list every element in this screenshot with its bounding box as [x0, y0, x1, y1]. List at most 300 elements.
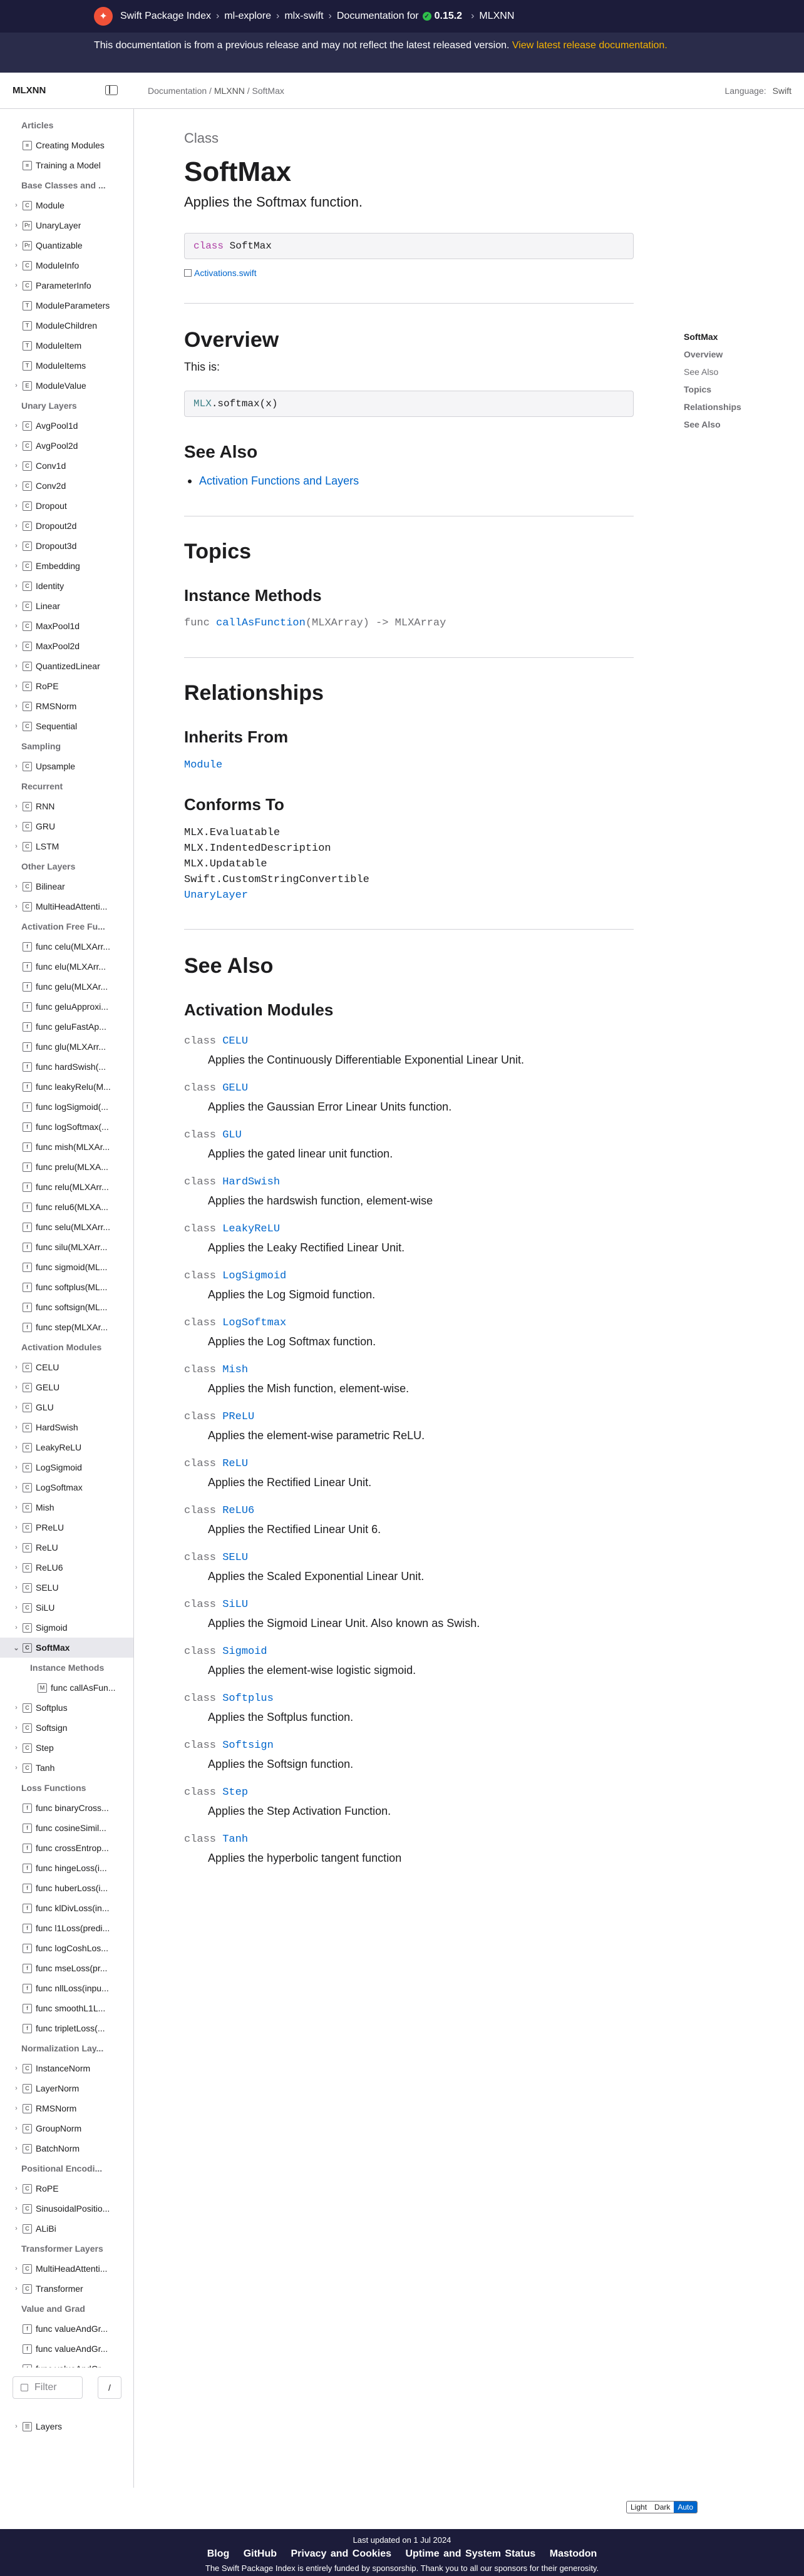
- sidebar-item-label: RNN: [36, 801, 55, 811]
- site-name-link[interactable]: Swift Package Index: [120, 11, 211, 21]
- sidebar-item[interactable]: [0, 1037, 133, 1057]
- sidebar-item[interactable]: [0, 416, 133, 436]
- chevron-right-icon[interactable]: ›: [15, 1744, 18, 1752]
- chevron-right-icon[interactable]: ›: [15, 1504, 18, 1511]
- class-icon: C: [23, 521, 32, 531]
- class-icon: C: [23, 1383, 32, 1392]
- module-link[interactable]: Softsign: [222, 1740, 274, 1752]
- appearance-auto[interactable]: Auto: [674, 2502, 697, 2513]
- sidebar-item-label: Linear: [36, 601, 60, 611]
- sidebar-item[interactable]: [0, 1377, 133, 1397]
- module-link[interactable]: ReLU6: [222, 1505, 255, 1517]
- sidebar-item[interactable]: [0, 576, 133, 596]
- sidebar-item-label: RoPE: [36, 681, 59, 691]
- module-signature: [184, 1317, 634, 1329]
- function-icon: f: [23, 1243, 32, 1252]
- sidebar-item[interactable]: [0, 977, 133, 997]
- sidebar-item[interactable]: [0, 295, 133, 316]
- chevron-right-icon[interactable]: ›: [15, 1564, 18, 1571]
- breadcrumb-owner[interactable]: ml-explore: [224, 11, 271, 21]
- chevron-right-icon[interactable]: ›: [15, 2285, 18, 2292]
- chevron-right-icon[interactable]: ›: [15, 262, 18, 269]
- toc-topics[interactable]: Topics: [684, 384, 712, 394]
- chevron-right-icon[interactable]: ›: [15, 642, 18, 650]
- sidebar-item[interactable]: [0, 2118, 133, 2138]
- class-keyword: class: [184, 1599, 217, 1611]
- sidebar-item[interactable]: [0, 1237, 133, 1257]
- sidebar-group-heading: Articles: [21, 120, 54, 130]
- sidebar-item[interactable]: [0, 135, 133, 155]
- module-link[interactable]: PReLU: [222, 1411, 255, 1423]
- chevron-right-icon[interactable]: ›: [15, 242, 18, 249]
- class-icon: C: [23, 2104, 32, 2113]
- sidebar-item-label: Bilinear: [36, 881, 65, 891]
- chevron-right-icon[interactable]: ›: [15, 482, 18, 490]
- sidebar-item[interactable]: [0, 516, 133, 536]
- class-icon: C: [23, 1423, 32, 1432]
- module-link[interactable]: ReLU: [222, 1458, 249, 1470]
- function-icon: f: [23, 982, 32, 992]
- function-icon: f: [23, 1263, 32, 1272]
- sidebar-item[interactable]: [0, 2178, 133, 2199]
- chevron-right-icon[interactable]: ›: [15, 202, 18, 209]
- toc-current[interactable]: SoftMax: [684, 332, 718, 342]
- chevron-right-icon[interactable]: ›: [15, 382, 18, 389]
- function-icon: f: [23, 1203, 32, 1212]
- func-keyword: func: [184, 617, 210, 629]
- activation-module-entry: [184, 1035, 634, 1067]
- inherits-module-link[interactable]: Module: [184, 759, 223, 771]
- chevron-right-icon[interactable]: ›: [15, 1604, 18, 1611]
- chevron-right-icon[interactable]: ›: [15, 1424, 18, 1431]
- sidebar-item-label: Upsample: [36, 761, 76, 771]
- filter-input[interactable]: [13, 2376, 83, 2399]
- sidebar-toggle-icon[interactable]: [105, 85, 118, 95]
- module-link[interactable]: SELU: [222, 1552, 249, 1564]
- chevron-right-icon[interactable]: ›: [15, 2205, 18, 2212]
- chevron-right-icon[interactable]: ›: [15, 502, 18, 510]
- chevron-right-icon[interactable]: ›: [15, 1444, 18, 1451]
- sidebar-item[interactable]: [0, 1718, 133, 1738]
- breadcrumb-mlxnn[interactable]: MLXNN: [214, 85, 245, 96]
- sidebar-item[interactable]: [0, 1097, 133, 1117]
- sidebar-item-label: Transformer: [36, 2284, 83, 2294]
- class-icon: C: [23, 2264, 32, 2274]
- sidebar: [0, 109, 134, 2488]
- sidebar-item[interactable]: [0, 1858, 133, 1878]
- chevron-right-icon[interactable]: ›: [15, 662, 18, 670]
- version-number: 0.15.2: [434, 11, 463, 21]
- sidebar-item[interactable]: [0, 1477, 133, 1497]
- module-description: Applies the hyperbolic tangent function: [208, 1852, 402, 1864]
- toc-relationships[interactable]: Relationships: [684, 402, 741, 412]
- sidebar-item[interactable]: [0, 356, 133, 376]
- sidebar-item-label: func softplus(ML...: [36, 1282, 108, 1292]
- chevron-right-icon[interactable]: ›: [15, 1724, 18, 1732]
- chevron-right-icon[interactable]: ›: [15, 2125, 18, 2132]
- footer-link-github[interactable]: GitHub: [243, 2548, 277, 2559]
- sidebar-item[interactable]: [0, 536, 133, 556]
- class-icon: C: [23, 441, 32, 451]
- sidebar-item-label: SinusoidalPositio...: [36, 2204, 110, 2214]
- breadcrumb-documentation[interactable]: Documentation: [148, 85, 207, 96]
- sidebar-item[interactable]: [0, 456, 133, 476]
- sidebar-item[interactable]: [0, 636, 133, 656]
- sidebar-item-label: ModuleChildren: [36, 321, 98, 331]
- module-link[interactable]: LeakyReLU: [222, 1223, 281, 1235]
- sidebar-item[interactable]: [0, 1598, 133, 1618]
- chevron-right-icon[interactable]: ›: [15, 542, 18, 550]
- class-icon: C: [23, 602, 32, 611]
- chevron-right-icon[interactable]: ›: [15, 442, 18, 449]
- sidebar-item[interactable]: [0, 2138, 133, 2158]
- class-icon: C: [23, 1523, 32, 1532]
- sidebar-item-label: InstanceNorm: [36, 2063, 91, 2073]
- class-icon: C: [23, 1723, 32, 1733]
- sidebar-item[interactable]: [0, 596, 133, 616]
- chevron-right-icon[interactable]: ›: [15, 1484, 18, 1491]
- method-signature[interactable]: [184, 617, 446, 629]
- chevron-right-icon[interactable]: ›: [15, 602, 18, 610]
- sidebar-item[interactable]: [0, 1738, 133, 1758]
- chevron-right-icon[interactable]: ›: [15, 522, 18, 530]
- chevron-right-icon[interactable]: ›: [15, 1704, 18, 1711]
- class-icon: C: [23, 2064, 32, 2073]
- function-icon: f: [23, 1824, 32, 1833]
- sidebar-item-label: func prelu(MLXA...: [36, 1162, 108, 1172]
- class-icon: C: [23, 1403, 32, 1412]
- sidebar-item[interactable]: [0, 997, 133, 1017]
- sidebar-item[interactable]: [0, 1017, 133, 1037]
- class-keyword: class: [184, 1082, 217, 1094]
- chevron-right-icon[interactable]: ›: [15, 682, 18, 690]
- sidebar-item[interactable]: [0, 1197, 133, 1217]
- sidebar-item[interactable]: [0, 716, 133, 736]
- sidebar-item[interactable]: [0, 676, 133, 696]
- sidebar-item[interactable]: [0, 1397, 133, 1417]
- class-keyword: class: [184, 1552, 217, 1564]
- appearance-dark[interactable]: Dark: [654, 2503, 671, 2512]
- toc-overview[interactable]: Overview: [684, 349, 723, 359]
- unary-layer-link[interactable]: UnaryLayer: [184, 890, 249, 901]
- footer-links: [0, 2548, 804, 2560]
- notice-text: This documentation is from a previous release and may not reflect the latest released version.: [94, 40, 510, 51]
- article-icon: ≡: [23, 141, 32, 150]
- sidebar-item[interactable]: [0, 1838, 133, 1858]
- sidebar-item[interactable]: [0, 1217, 133, 1237]
- chevron-right-icon[interactable]: ›: [15, 702, 18, 710]
- sidebar-item[interactable]: [0, 1758, 133, 1778]
- sidebar-item[interactable]: [0, 195, 133, 215]
- sidebar-item[interactable]: [0, 2319, 133, 2339]
- sidebar-item[interactable]: [0, 1317, 133, 1337]
- sidebar-item[interactable]: [0, 155, 133, 175]
- sidebar-item[interactable]: [0, 2018, 133, 2038]
- sidebar-item[interactable]: [0, 1537, 133, 1557]
- chevron-right-icon[interactable]: ›: [15, 1584, 18, 1591]
- sidebar-item[interactable]: [0, 215, 133, 235]
- sidebar-item[interactable]: [0, 1417, 133, 1437]
- language-value[interactable]: Swift: [772, 85, 791, 96]
- sidebar-item-label: func valueAndGr...: [36, 2324, 108, 2334]
- module-link[interactable]: GELU: [222, 1082, 249, 1094]
- sidebar-item[interactable]: [0, 656, 133, 676]
- sidebar-item[interactable]: [0, 1137, 133, 1157]
- sidebar-item-label: HardSwish: [36, 1422, 78, 1432]
- module-signature: [184, 1176, 634, 1188]
- swift-package-index-logo[interactable]: ✦: [94, 7, 113, 26]
- sidebar-item-active[interactable]: [0, 1638, 133, 1658]
- sidebar-item[interactable]: [0, 936, 133, 957]
- chevron-right-icon[interactable]: ›: [15, 883, 18, 890]
- source-file-link[interactable]: [184, 268, 257, 278]
- chevron-right-icon[interactable]: ›: [15, 2423, 18, 2430]
- chevron-right-icon[interactable]: ›: [15, 2105, 18, 2112]
- sidebar-item[interactable]: [0, 1578, 133, 1598]
- sidebar-item[interactable]: [0, 957, 133, 977]
- sidebar-item[interactable]: [0, 796, 133, 816]
- sidebar-item[interactable]: [0, 2098, 133, 2118]
- sidebar-item-label: Dropout: [36, 501, 67, 511]
- module-signature: [184, 1599, 634, 1611]
- sidebar-item[interactable]: [0, 1878, 133, 1898]
- sidebar-item[interactable]: [0, 1958, 133, 1978]
- module-link[interactable]: CELU: [222, 1035, 249, 1047]
- chevron-right-icon[interactable]: ›: [15, 843, 18, 850]
- sidebar-item-label: MultiHeadAttenti...: [36, 2264, 108, 2274]
- module-signature: [184, 1270, 634, 1282]
- sidebar-item-label: BatchNorm: [36, 2143, 80, 2153]
- chevron-right-icon[interactable]: ›: [15, 1464, 18, 1471]
- sidebar-item[interactable]: [0, 1818, 133, 1838]
- function-icon: f: [23, 1183, 32, 1192]
- function-icon: f: [23, 1082, 32, 1092]
- chevron-down-icon[interactable]: ⌄: [13, 1644, 19, 1652]
- sidebar-item-label: func logSigmoid(...: [36, 1102, 108, 1112]
- footer-link-blog[interactable]: Blog: [207, 2548, 230, 2559]
- chevron-right-icon[interactable]: ›: [15, 2145, 18, 2152]
- chevron-right-icon[interactable]: ›: [15, 2065, 18, 2072]
- sidebar-item[interactable]: [0, 1297, 133, 1317]
- sidebar-item[interactable]: [0, 876, 133, 896]
- sidebar-item[interactable]: [0, 1517, 133, 1537]
- chevron-right-icon[interactable]: ›: [15, 823, 18, 830]
- chevron-right-icon[interactable]: ›: [15, 562, 18, 570]
- sidebar-item[interactable]: [0, 2058, 133, 2078]
- module-link[interactable]: HardSwish: [222, 1176, 281, 1188]
- language-switcher[interactable]: [724, 86, 791, 96]
- class-icon: C: [23, 1643, 32, 1653]
- chevron-right-icon[interactable]: ›: [15, 2225, 18, 2232]
- sidebar-item[interactable]: [0, 2078, 133, 2098]
- sidebar-item-label: SELU: [36, 1583, 59, 1593]
- sidebar-item[interactable]: [0, 436, 133, 456]
- sidebar-item[interactable]: [0, 1998, 133, 2018]
- source-file-name[interactable]: Activations.swift: [194, 268, 257, 278]
- sidebar-item[interactable]: [0, 496, 133, 516]
- chevron-right-icon[interactable]: ›: [15, 1403, 18, 1411]
- sidebar-item[interactable]: [0, 1157, 133, 1177]
- toc-see-also[interactable]: See Also: [684, 367, 719, 377]
- sidebar-item[interactable]: [0, 1557, 133, 1578]
- sidebar-item-label: MultiHeadAttenti...: [36, 901, 108, 911]
- module-link[interactable]: SiLU: [222, 1599, 249, 1611]
- activation-module-entry: [184, 1505, 634, 1536]
- module-description: Applies the gated linear unit function.: [208, 1147, 393, 1160]
- chevron-right-icon[interactable]: ›: [15, 803, 18, 810]
- appearance-light[interactable]: Light: [631, 2503, 647, 2512]
- footer-link-status[interactable]: Uptime and System Status: [405, 2548, 536, 2559]
- module-brand[interactable]: MLXNN: [13, 85, 46, 96]
- sidebar-item[interactable]: [0, 2219, 133, 2239]
- sidebar-item[interactable]: [0, 2279, 133, 2299]
- sidebar-item-label: LeakyReLU: [36, 1442, 82, 1452]
- activation-module-entry: [184, 1834, 634, 1865]
- sidebar-item[interactable]: [0, 816, 133, 836]
- sidebar-item[interactable]: [0, 1437, 133, 1457]
- module-description: Applies the Mish function, element-wise.: [208, 1382, 410, 1395]
- toc-see-also-2[interactable]: See Also: [684, 419, 721, 429]
- chevron-right-icon[interactable]: ›: [15, 722, 18, 730]
- declaration-name: SoftMax: [229, 240, 272, 252]
- module-link[interactable]: Softplus: [222, 1693, 274, 1705]
- function-icon: f: [23, 1022, 32, 1032]
- sidebar-item[interactable]: [0, 1257, 133, 1277]
- class-icon: C: [23, 902, 32, 911]
- module-link[interactable]: Step: [222, 1787, 249, 1799]
- sidebar-item[interactable]: [0, 376, 133, 396]
- sidebar-item[interactable]: [0, 616, 133, 636]
- sidebar-item-label: func mish(MLXAr...: [36, 1142, 110, 1152]
- sidebar-item-label: func smoothL1L...: [36, 2003, 106, 2013]
- chevron-right-icon[interactable]: ›: [15, 903, 18, 910]
- sidebar-item[interactable]: [0, 1678, 133, 1698]
- sidebar-item[interactable]: [0, 1077, 133, 1097]
- relationships-heading: Relationships: [184, 681, 324, 705]
- sidebar-item-label: func softsign(ML...: [36, 1302, 108, 1312]
- sidebar-item[interactable]: [0, 1177, 133, 1197]
- sidebar-item-label: func cosineSimil...: [36, 1823, 106, 1833]
- chevron-right-icon[interactable]: ›: [15, 582, 18, 590]
- sidebar-item[interactable]: [0, 255, 133, 275]
- footer-link-privacy[interactable]: Privacy and Cookies: [291, 2548, 391, 2559]
- sidebar-item-label: PReLU: [36, 1522, 64, 1532]
- module-signature: [184, 1129, 634, 1141]
- sidebar-item[interactable]: [0, 1938, 133, 1958]
- sidebar-item[interactable]: [0, 1618, 133, 1638]
- call-as-function-link[interactable]: callAsFunction: [216, 617, 306, 629]
- sidebar-item-label: func mseLoss(pr...: [36, 1963, 108, 1973]
- activation-module-entry: [184, 1787, 634, 1818]
- chevron-right-icon[interactable]: ›: [15, 282, 18, 289]
- view-latest-link[interactable]: View latest release documentation.: [512, 40, 667, 51]
- footer-link-mastodon[interactable]: Mastodon: [549, 2548, 597, 2559]
- sidebar-item[interactable]: [0, 696, 133, 716]
- page-abstract: Applies the Softmax function.: [184, 194, 363, 210]
- sidebar-item[interactable]: [0, 336, 133, 356]
- version-badge[interactable]: [423, 11, 462, 22]
- sidebar-item[interactable]: [0, 1698, 133, 1718]
- swift-file-icon: [184, 269, 192, 277]
- typealias-icon: T: [23, 321, 32, 331]
- tag-icon: ✓: [423, 12, 431, 21]
- chevron-right-icon[interactable]: ›: [15, 1544, 18, 1551]
- sidebar-item[interactable]: [0, 1978, 133, 1998]
- sidebar-item[interactable]: [0, 756, 133, 776]
- breadcrumb-module[interactable]: MLXNN: [479, 11, 515, 21]
- sidebar-item[interactable]: [0, 896, 133, 916]
- chevron-right-icon[interactable]: ›: [15, 1363, 18, 1371]
- sidebar-item[interactable]: [0, 1798, 133, 1818]
- sidebar-item-label: Softplus: [36, 1703, 68, 1713]
- breadcrumb-package[interactable]: mlx-swift: [284, 11, 324, 21]
- module-link[interactable]: Mish: [222, 1364, 249, 1376]
- activation-functions-link[interactable]: Activation Functions and Layers: [199, 475, 359, 487]
- chevron-right-icon[interactable]: ›: [15, 1524, 18, 1531]
- chevron-right-icon[interactable]: ›: [15, 422, 18, 429]
- sidebar-item[interactable]: [0, 1277, 133, 1297]
- module-link[interactable]: Sigmoid: [222, 1646, 267, 1658]
- sidebar-item[interactable]: [0, 1117, 133, 1137]
- module-link[interactable]: GLU: [222, 1129, 242, 1141]
- sidebar-item[interactable]: [0, 1497, 133, 1517]
- chevron-right-icon[interactable]: ›: [15, 462, 18, 470]
- module-link[interactable]: Tanh: [222, 1834, 249, 1845]
- sidebar-item[interactable]: [0, 275, 133, 295]
- class-icon: C: [23, 261, 32, 270]
- chevron-right-icon[interactable]: ›: [15, 222, 18, 229]
- article-icon: ≡: [23, 161, 32, 170]
- sidebar-item-layers[interactable]: [0, 2416, 134, 2436]
- sidebar-item[interactable]: [0, 235, 133, 255]
- sidebar-item[interactable]: [0, 1898, 133, 1918]
- sidebar-item[interactable]: [0, 476, 133, 496]
- chevron-right-icon[interactable]: ›: [15, 2085, 18, 2092]
- chevron-right-icon[interactable]: ›: [15, 1764, 18, 1772]
- chevron-right-icon[interactable]: ›: [15, 2185, 18, 2192]
- sidebar-item-label: RoPE: [36, 2183, 59, 2194]
- chevron-right-icon[interactable]: ›: [15, 622, 18, 630]
- function-icon: f: [23, 1864, 32, 1873]
- breadcrumb-separator: ›: [276, 11, 280, 21]
- function-icon: f: [23, 1122, 32, 1132]
- sidebar-item[interactable]: [0, 1918, 133, 1938]
- module-link[interactable]: LogSigmoid: [222, 1270, 287, 1282]
- sidebar-item[interactable]: [0, 1357, 133, 1377]
- sidebar-item[interactable]: [0, 1057, 133, 1077]
- sidebar-item[interactable]: [0, 2339, 133, 2359]
- chevron-right-icon[interactable]: ›: [15, 762, 18, 770]
- sidebar-item[interactable]: [0, 1457, 133, 1477]
- sidebar-item[interactable]: [0, 2199, 133, 2219]
- sidebar-item[interactable]: [0, 556, 133, 576]
- chevron-right-icon[interactable]: ›: [15, 2265, 18, 2272]
- function-icon: f: [23, 1323, 32, 1332]
- divider: [184, 303, 634, 304]
- sidebar-item[interactable]: [0, 316, 133, 336]
- sidebar-group-heading: Activation Modules: [21, 1342, 102, 1352]
- sidebar-item-label: MaxPool1d: [36, 621, 80, 631]
- chevron-right-icon[interactable]: ›: [15, 1624, 18, 1631]
- module-link[interactable]: LogSoftmax: [222, 1317, 287, 1329]
- chevron-right-icon[interactable]: ›: [15, 1383, 18, 1391]
- module-description: Applies the Continuously Differentiable Exponential Linear Unit.: [208, 1054, 524, 1066]
- sidebar-item[interactable]: [0, 836, 133, 856]
- breadcrumb-separator: ›: [471, 11, 475, 21]
- sidebar-item[interactable]: [0, 2259, 133, 2279]
- class-keyword: class: [184, 1458, 217, 1470]
- activation-module-entry: [184, 1223, 634, 1255]
